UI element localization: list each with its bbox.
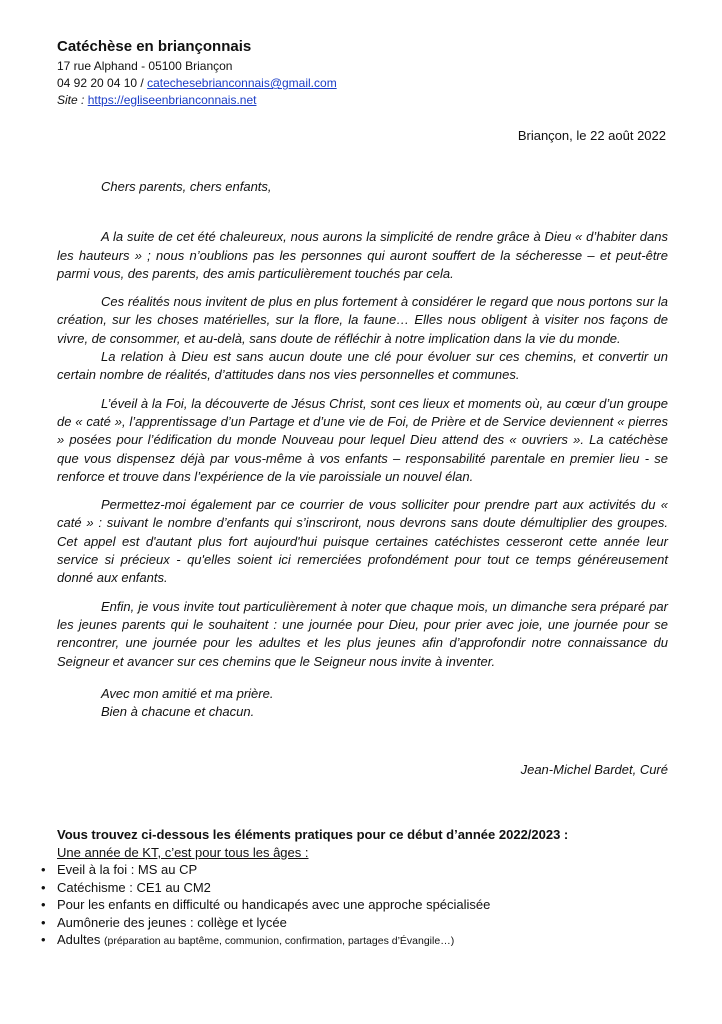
- closing: [101, 685, 668, 722]
- practical-info: [57, 826, 677, 951]
- list-item: • Aumônerie des jeunes : collège et lycée: [57, 914, 677, 932]
- letterhead: [57, 38, 657, 109]
- list-item: • Eveil à la foi : MS au CP: [57, 861, 677, 879]
- paragraph-3: La relation à Dieu est sans aucun doute une clé pour évoluer sur ces chemins, et convertir un certain nombre de réalités, d’attitudes dans nos vies personnelles et communes.: [57, 349, 668, 383]
- list-level-5: [57, 931, 677, 951]
- paragraph-6: Enfin, je vous invite tout particulièrement à noter que chaque mois, un dimanche sera préparé par les jeunes parents qui le souhaitent : une journée pour Dieu, pour prier avec joie, une journée pour se rencontrer, une journée pour les adultes et les plus jeunes afin d’approfondir notre connaissance du Seigneur et avancer sur ces chemins que le Seigneur nous invite à inventer.: [57, 598, 668, 669]
- closing-line-2: Bien à chacune et chacun.: [101, 704, 255, 720]
- organization-name: Catéchèse en briançonnais: [57, 38, 252, 55]
- contact-line: [57, 75, 657, 92]
- address: 17 rue Alphand - 05100 Briançon: [57, 59, 233, 73]
- phone: 04 92 20 04 10 /: [57, 76, 148, 90]
- list-level-2: [57, 879, 677, 897]
- adults-label: Adultes: [57, 932, 101, 947]
- email-link[interactable]: catechesebrianconnais@gmail.com: [147, 76, 337, 90]
- list-item: [57, 931, 677, 951]
- list-level-3: [57, 896, 677, 914]
- letter-body: [57, 178, 668, 780]
- paragraph-4: L’éveil à la Foi, la découverte de Jésus Christ, sont ces lieux et moments où, au cœur d’un groupe de « caté », l’apprentissage d’un Partage et d’une vie de Foi, de Prière et de Service deviennent « pierres » posées pour l’édification du monde Nouveau pour lequel Dieu attend des « ouvriers ». La catéchèse que vous dispensez déjà par vous-même à vos enfants – responsabilité parentale en premier lieu - se renforce et trouve dans l’expérience de la vie paroissiale un nouvel élan.: [57, 395, 668, 484]
- paragraph-1: A la suite de cet été chaleureux, nous aurons la simplicité de rendre grâce à Dieu « d’habiter dans les hauteurs » ; nous n’oublions pas les personnes qui auront souffert de la sécheresse – et peut-être parmi vous, des parents, des amis particulièrement touchés par cela.: [57, 229, 668, 281]
- list-level-1: [57, 861, 677, 879]
- practical-subtitle: Une année de KT, c’est pour tous les âges :: [57, 844, 309, 860]
- site-link[interactable]: https://egliseenbrianconnais.net: [87, 93, 257, 107]
- practical-title: Vous trouvez ci-dessous les éléments pratiques pour ce début d’année 2022/2023 :: [57, 827, 569, 842]
- date-line: Briançon, le 22 août 2022: [517, 128, 666, 143]
- site-line: [57, 92, 657, 109]
- list-item: • Pour les enfants en difficulté ou handicapés avec une approche spécialisée: [57, 896, 677, 914]
- paragraph-5: Permettez-moi également par ce courrier de vous solliciter pour prendre part aux activités du « caté » : suivant le nombre d’enfants qui s’inscriront, nous devrons sans doute démultiplier des groupes. Cet appel est d'autant plus fort aujourd'hui puisque certaines catéchistes cesseront cette année leur service si précieux - qu'elles soient ici remerciées profondément pour tout ce temps généreusement donné aux enfants.: [57, 497, 668, 586]
- signature: Jean-Michel Bardet, Curé: [520, 762, 668, 778]
- list-level-4: [57, 914, 677, 932]
- adults-note: (préparation au baptême, communion, confirmation, partages d’Évangile…): [104, 935, 455, 947]
- paragraph-2: Ces réalités nous invitent de plus en plus fortement à considérer le regard que nous portons sur la création, sur les choses matérielles, sur la flore, la faune… Elles nous obligent à visiter nos façons de vivre, de consommer, et au-delà, sans doute de réfléchir à notre implication dans la vie du monde.: [57, 294, 668, 346]
- salutation: Chers parents, chers enfants,: [101, 179, 272, 194]
- list-item: • Catéchisme : CE1 au CM2: [57, 879, 677, 897]
- site-label: Site :: [57, 93, 85, 107]
- closing-line-1: Avec mon amitié et ma prière.: [101, 685, 274, 701]
